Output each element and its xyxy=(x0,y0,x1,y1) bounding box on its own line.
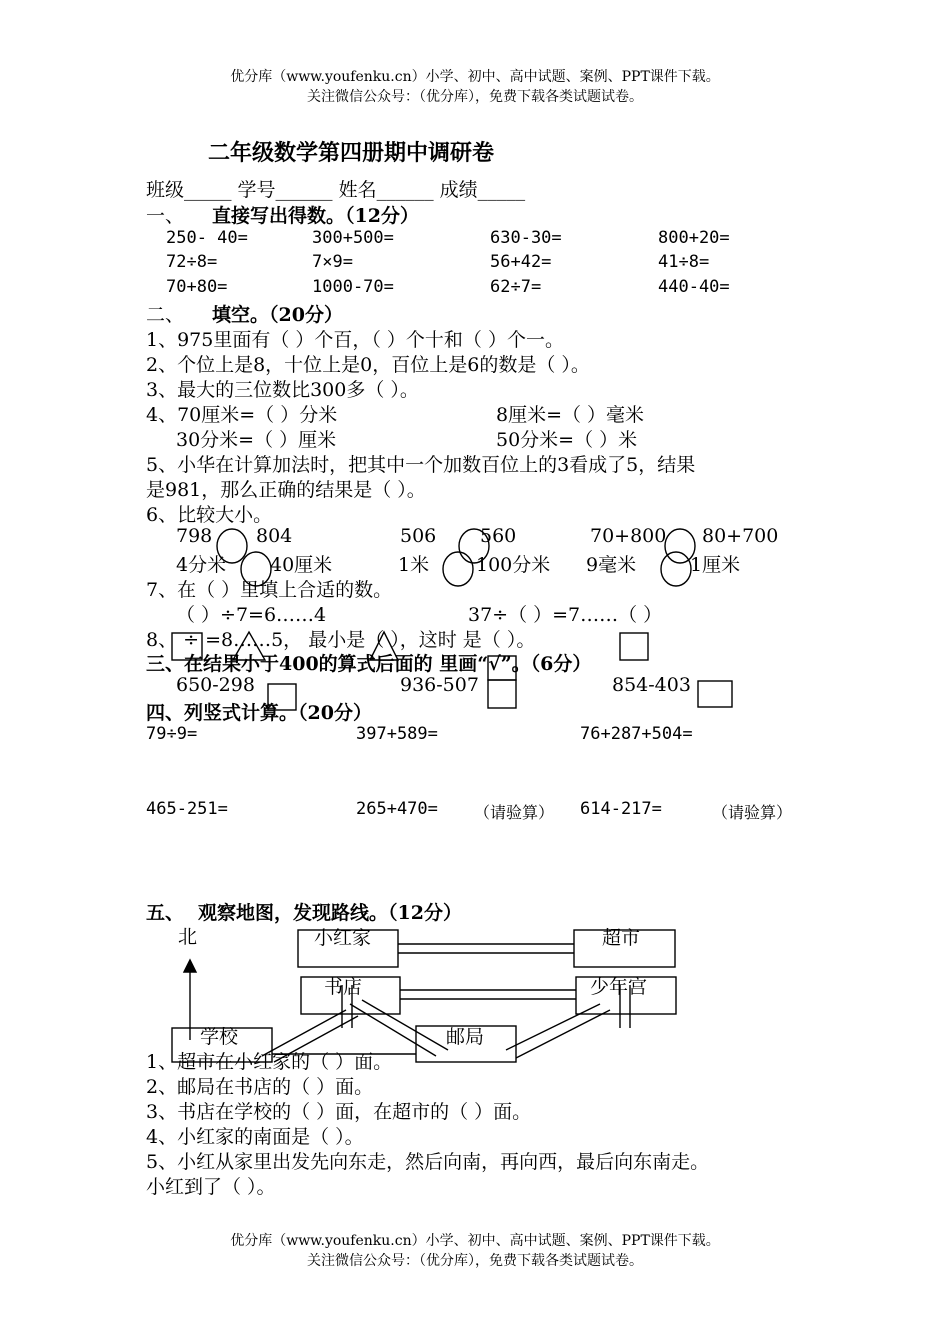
verify-note: （请验算） xyxy=(712,803,793,822)
section4-item: 76+287+504= xyxy=(580,724,693,744)
section4-item: 465-251= xyxy=(146,799,228,819)
compare-circle xyxy=(241,552,271,586)
calc-item: 1000-70= xyxy=(312,277,394,297)
check-box xyxy=(698,681,732,707)
section4-heading: 四、列竖式计算。（20分） xyxy=(146,702,372,724)
calc-item: 300+500= xyxy=(312,228,394,248)
question-2-3: 3、最大的三位数比300多（ ）。 xyxy=(146,379,419,401)
question-2-5b: 是981，那么正确的结果是（ ）。 xyxy=(146,479,426,501)
section5-heading: 观察地图，发现路线。（12分） xyxy=(198,902,462,924)
check-box xyxy=(268,684,296,710)
section2-heading: 填空。（20分） xyxy=(212,304,343,326)
student-info-line: 班级_____ 学号______ 姓名______ 成绩_____ xyxy=(146,179,526,201)
calc-item: 7×9= xyxy=(312,252,353,272)
compare-item: 560 xyxy=(480,525,517,547)
question-2-1: 1、975里面有（ ）个百，（ ）个十和（ ）个一。 xyxy=(146,329,564,351)
question-5-5b: 小红到了（ ）。 xyxy=(146,1176,276,1198)
section4-item: 614-217= xyxy=(580,799,662,819)
section4-item: 265+470= xyxy=(356,799,438,819)
section1-number: 一、 xyxy=(146,205,185,227)
north-arrow-icon xyxy=(184,960,196,972)
calc-item: 440-40= xyxy=(658,277,730,297)
check-box xyxy=(488,656,516,680)
question-5-3: 3、书店在学校的（ ）面，在超市的（ ）面。 xyxy=(146,1101,532,1123)
compare-item: 40厘米 xyxy=(270,554,333,576)
answer-square xyxy=(620,633,648,660)
site-footer-line2: 关注微信公众号：（优分库），免费下载各类试题试卷。 xyxy=(307,1253,643,1269)
compare-item: 798 xyxy=(176,525,213,547)
question-2-8: 8、 ÷ =8……5， 最小是（ ），这时 是（ ）。 xyxy=(146,629,536,651)
answer-square xyxy=(172,633,202,660)
question-5-1: 1、超市在小红家的（ ）面。 xyxy=(146,1051,393,1073)
page-title: 二年级数学第四册期中调研卷 xyxy=(208,140,495,166)
triangle-shape xyxy=(370,632,398,660)
section4-item: 397+589= xyxy=(356,724,438,744)
compare-item: 80+700 xyxy=(702,525,779,547)
calc-item: 250- 40= xyxy=(166,228,248,248)
question-2-2: 2、个位上是8，十位上是0，百位上是6的数是（ ）。 xyxy=(146,354,590,376)
site-footer-line1: 优分库（www.youfenku.cn）小学、初中、高中试题、案例、PPT课件下载。 xyxy=(230,1233,720,1249)
compare-item: 1米 xyxy=(398,554,430,576)
section2-number: 二、 xyxy=(146,304,185,326)
compare-circle xyxy=(661,552,691,586)
map-label-market: 超市 xyxy=(602,927,641,949)
compare-item: 804 xyxy=(256,525,293,547)
calc-item: 630-30= xyxy=(490,228,562,248)
triangle-shape xyxy=(233,632,265,660)
compare-item: 1厘米 xyxy=(690,554,741,576)
section3-item: 936-507 xyxy=(400,674,479,696)
question-5-4: 4、小红家的南面是（ ）。 xyxy=(146,1126,364,1148)
question-2-4a: 4、70厘米=（ ）分米 xyxy=(146,404,338,426)
compare-circle xyxy=(443,552,473,586)
question-2-4b: 8厘米=（ ）毫米 xyxy=(496,404,645,426)
compare-item: 9毫米 xyxy=(586,554,637,576)
compare-circle xyxy=(459,529,489,563)
calc-item: 70+80= xyxy=(166,277,228,297)
verify-note: （请验算） xyxy=(474,803,555,822)
map-label-youth-palace: 少年宫 xyxy=(590,976,648,998)
map-label-home: 小红家 xyxy=(314,927,372,949)
question-2-7a: （ ）÷7=6……4 xyxy=(176,604,327,626)
section3-item: 854-403 xyxy=(612,674,691,696)
question-2-4c: 30分米=（ ）厘米 xyxy=(176,429,337,451)
calc-item: 56+42= xyxy=(490,252,552,272)
question-2-5a: 5、小华在计算加法时，把其中一个加数百位上的3看成了5，结果 xyxy=(146,454,696,476)
calc-item: 62÷7= xyxy=(490,277,542,297)
calc-item: 41÷8= xyxy=(658,252,710,272)
map-label-school: 学校 xyxy=(200,1026,239,1048)
map-label-bookstore: 书店 xyxy=(324,976,363,998)
compare-circle xyxy=(217,529,247,563)
section4-item: 79÷9= xyxy=(146,724,198,744)
question-2-7b: 37÷（ ）=7……（ ） xyxy=(468,604,663,626)
site-header-line2: 关注微信公众号：（优分库），免费下载各类试题试卷。 xyxy=(307,89,643,105)
section1-heading: 直接写出得数。（12分） xyxy=(212,205,419,227)
compare-circle xyxy=(665,529,695,563)
site-header-line1: 优分库（www.youfenku.cn）小学、初中、高中试题、案例、PPT课件下载。 xyxy=(230,69,720,85)
calc-item: 800+20= xyxy=(658,228,730,248)
calc-item: 72÷8= xyxy=(166,252,218,272)
section5-number: 五、 xyxy=(146,902,185,924)
check-box xyxy=(488,680,516,708)
compare-item: 100分米 xyxy=(476,554,551,576)
question-5-2: 2、邮局在书店的（ ）面。 xyxy=(146,1076,374,1098)
compare-item: 4分米 xyxy=(176,554,227,576)
compare-item: 70+800 xyxy=(590,525,667,547)
question-2-7: 7、在（ ）里填上合适的数。 xyxy=(146,579,393,601)
question-2-4d: 50分米=（ ）米 xyxy=(496,429,638,451)
north-label: 北 xyxy=(178,926,198,948)
question-5-5a: 5、小红从家里出发先向东走，然后向南，再向西，最后向东南走。 xyxy=(146,1151,710,1173)
compare-item: 506 xyxy=(400,525,437,547)
section3-item: 650-298 xyxy=(176,674,255,696)
section3-heading: 三、在结果小于400的算式后面的 里画“√”。（6分） xyxy=(146,653,592,675)
question-2-6: 6、比较大小。 xyxy=(146,504,273,526)
map-label-post: 邮局 xyxy=(446,1026,485,1048)
